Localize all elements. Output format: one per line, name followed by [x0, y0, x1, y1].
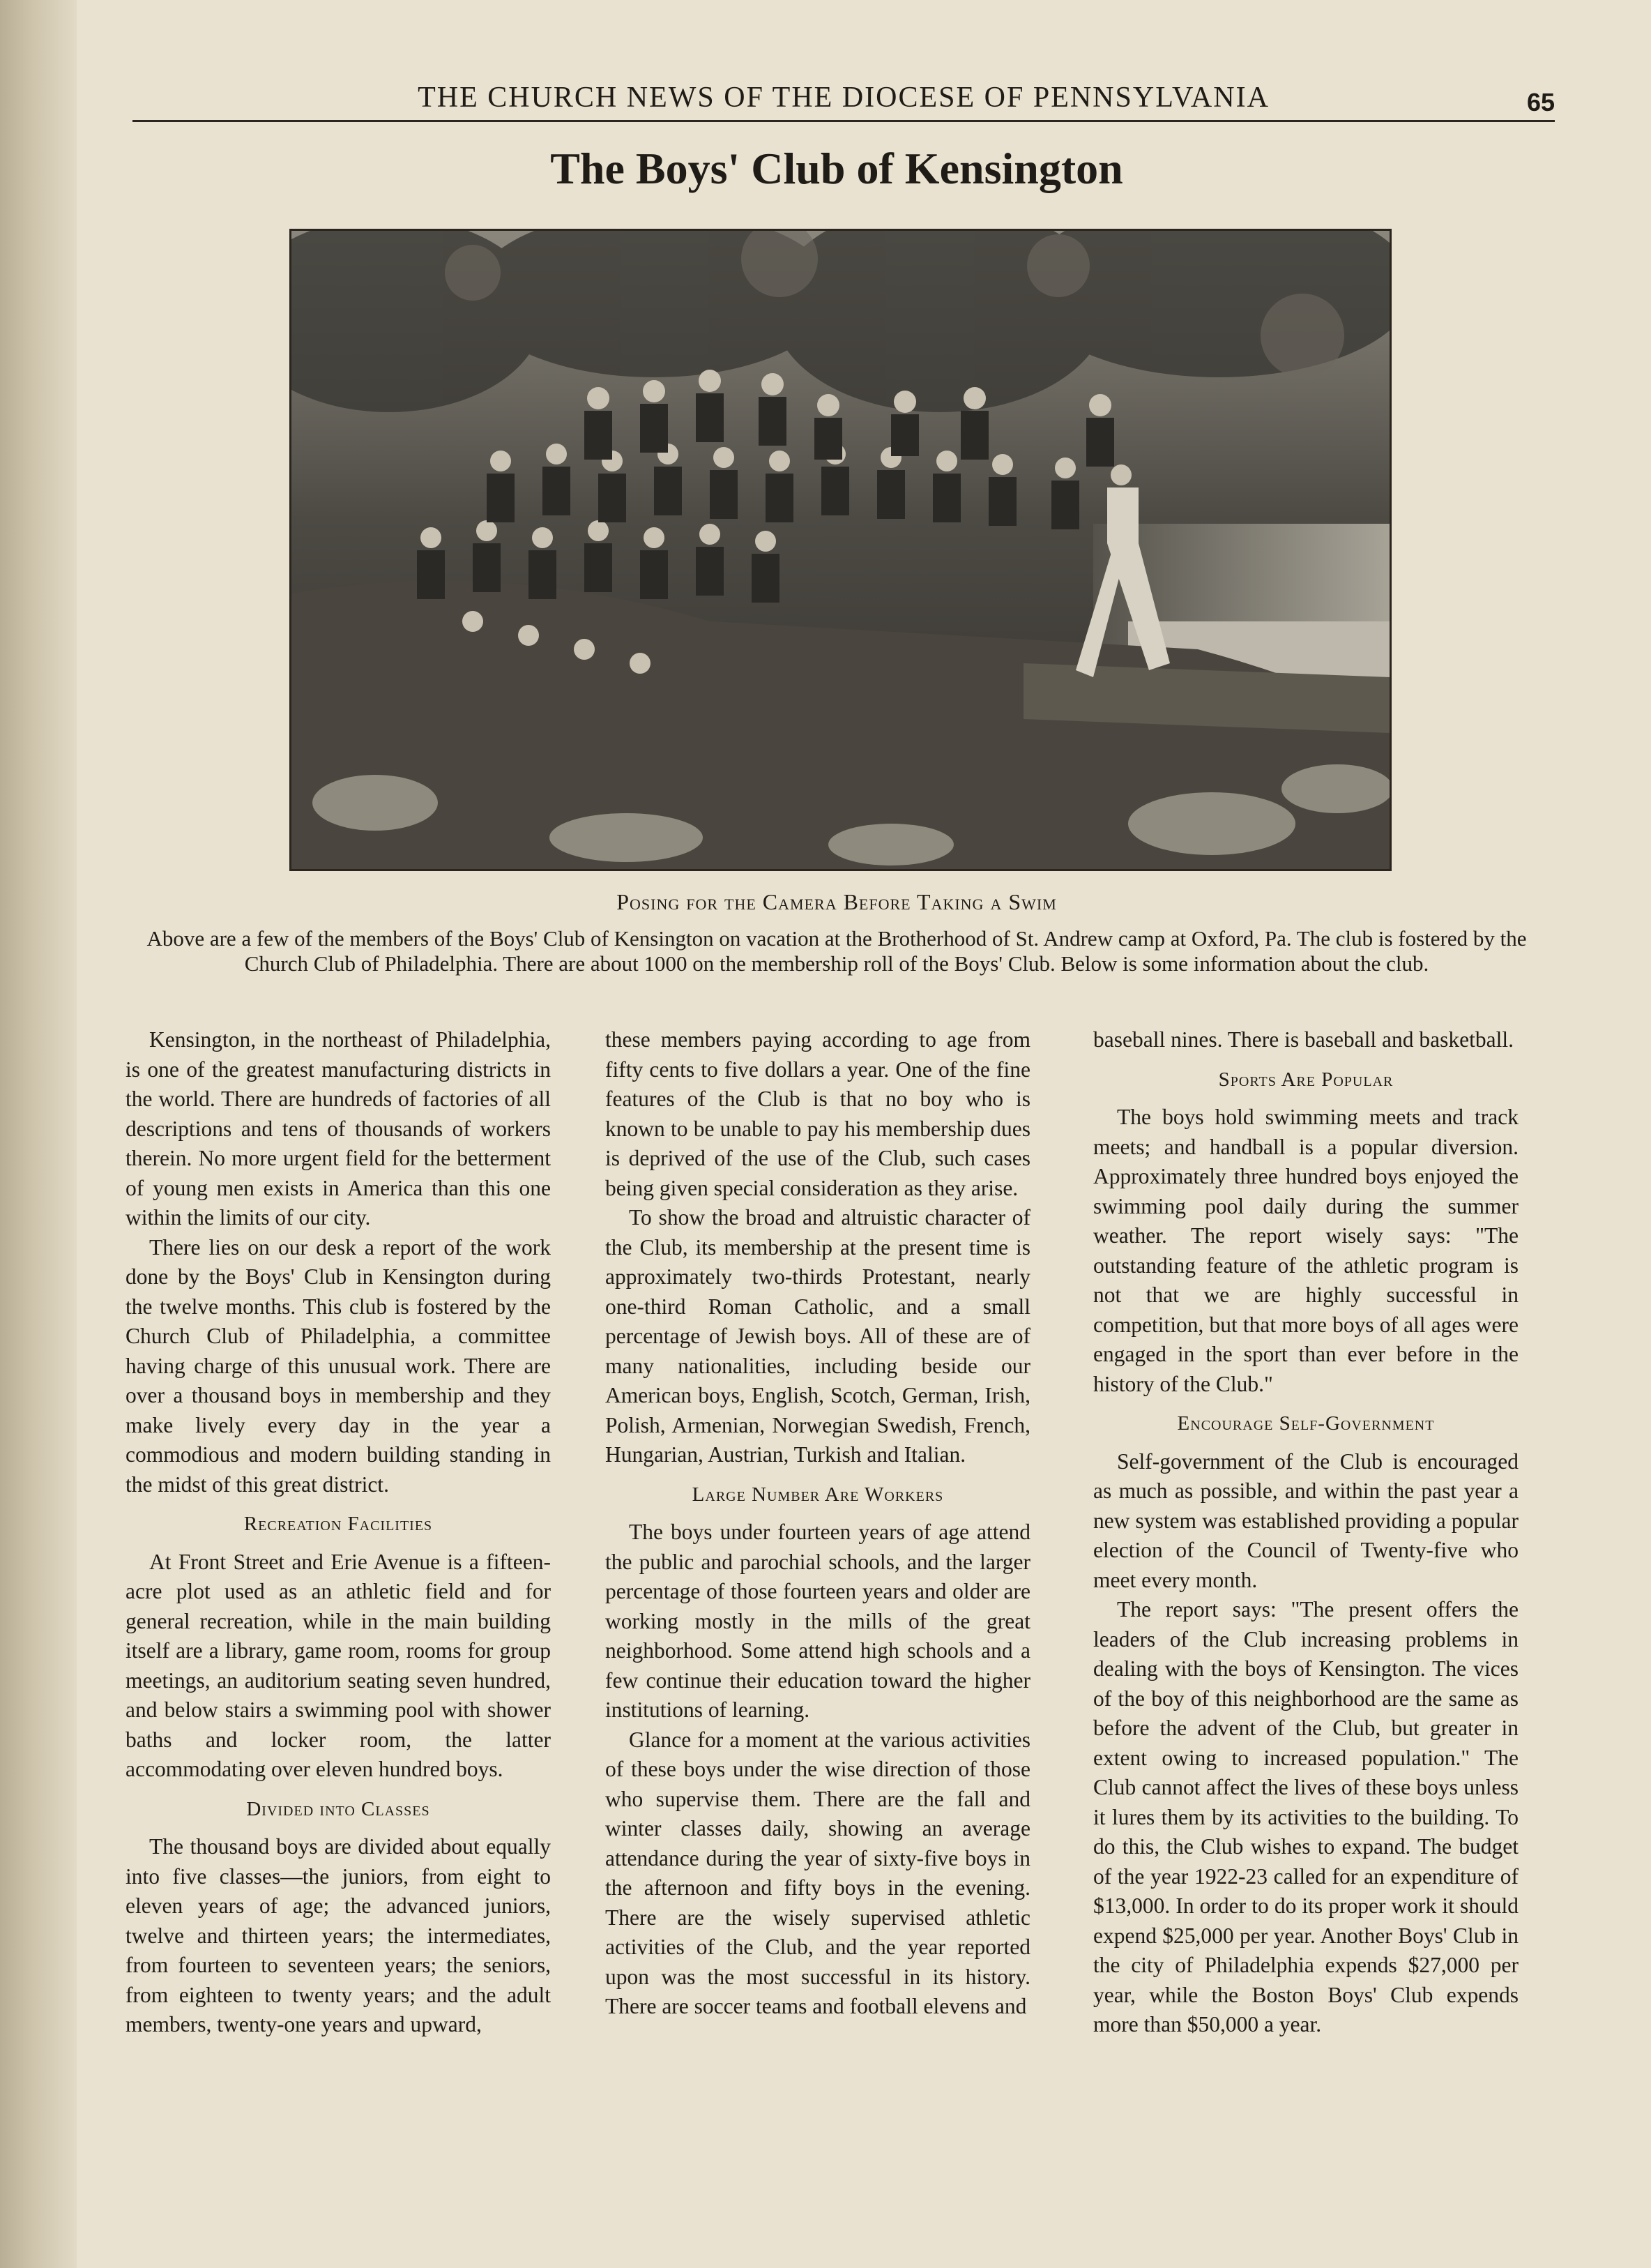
running-header [132, 78, 1555, 122]
page [77, 0, 1651, 2268]
paragraph: The boys under fourteen years of age attend the public and parochial schools, and the larger percentage of those fourteen years and older are working mostly in the mills of the great neighborhood. Some attend high schools and a few continue their education toward the higher institutions of learning. [605, 1520, 1030, 1722]
section-heading: Recreation Facilities [243, 1513, 433, 1535]
paragraph: At Front Street and Erie Avenue is a fifteen-acre plot used as an athletic field and for general recreation, while in the main building itself are a library, game room, rooms for group meetings, an auditorium seating seven hundred, and below stairs a swimming pool with shower baths and locker room, the latter accommodating over eleven hundred boys. [125, 1549, 551, 1781]
paragraph: Self-government of the Club is encouraged as much as possible, and within the past year a new system was established providing a popular election of the Council of Twenty-five who meet every month. [1093, 1449, 1519, 1592]
photograph-illustration [291, 231, 1390, 869]
book-gutter-shadow [0, 0, 77, 2268]
publication-title: THE CHURCH NEWS OF THE DIOCESE OF PENNSYLVANIA [418, 82, 1270, 114]
paragraph: Kensington, in the northeast of Philadelphia, is one of the greatest manufacturing districts in the world. There are hundreds of factories of all descriptions and tens of thousands of workers therein. No more urgent field for the betterment of young men exists in America than this one within the limits of our city. [125, 1027, 551, 1230]
photo-caption-heading: Posing for the Camera Before Taking a Swim [616, 889, 1057, 914]
section-heading: Large Number Are Workers [692, 1483, 944, 1506]
column-2 [605, 1025, 1030, 2022]
paragraph: these members paying according to age from fifty cents to five dollars a year. One of the fine features of the Club is that no boy who is known to be unable to pay his membership dues is deprived of the use of the Club, such cases being given special consideration as they arise. [605, 1027, 1030, 1200]
paragraph: There lies on our desk a report of the work done by the Boys' Club in Kensington during the twelve months. This club is fostered by the Church Club of Philadelphia, a committee having charge of this unusual work. There are over a thousand boys in membership and they make lively every day in the year a commodious and modern building standing in the midst of this great district. [125, 1234, 551, 1497]
paragraph: Glance for a moment at the various activities of these boys under the wise direction of those who supervise them. There are the fall and winter classes daily, showing an average attendance during the year of sixty-five boys in the afternoon and fifty boys in the evening. There are the wisely supervised athletic activities of the Club, and the year reported upon was the most successful in its history. There are soccer teams and football elevens and [605, 1727, 1030, 2018]
column-1 [125, 1025, 551, 2040]
photo-caption-text: Above are a few of the members of the Boys' Club of Kensington on vacation at the Brotherhood of St. Andrew camp at Oxford, Pa. The club is fostered by the Church Club of Philadelphia. There are about 1000 on the membership roll of the Boys' Club. Below is some information about the club. [146, 926, 1527, 976]
section-heading: Encourage Self-Government [1177, 1412, 1435, 1435]
article-title: The Boys' Club of Kensington [550, 144, 1123, 193]
section-heading: Sports Are Popular [1218, 1068, 1394, 1091]
group-photograph [289, 229, 1392, 871]
paragraph: The thousand boys are divided about equally into five classes—the juniors, from eight to eleven years of age; the advanced juniors, twelve and thirteen years; the intermediates, from fourteen to seventeen years; the seniors, from eighteen to twenty years; and the adult members, twenty-one years and upward, [125, 1834, 551, 2036]
page-number: 65 [1526, 88, 1555, 116]
paragraph: The report says: "The present offers the leaders of the Club increasing problems in dealing with the boys of Kensington. The vices of the boy of this neighborhood are the same as before the advent of the Club, but greater in extent owing to increased population." The Club cannot affect the lives of these boys unless it lures them by its activities to the building. To do this, the Club wishes to expand. The budget of the year 1922-23 called for an expenditure of $13,000. In order to do its proper work it should expend $25,000 per year. Another Boys' Club in the city of Philadelphia expends $27,000 per year, while the Boston Boys' Club expends more than $50,000 a year. [1093, 1597, 1519, 2036]
paragraph: To show the broad and altruistic character of the Club, its membership at the present time is approximately two-thirds Protestant, nearly one-third Roman Catholic, and a small percentage of Jewish boys. All of these are of many nationalities, including beside our American boys, English, Scotch, German, Irish, Polish, Armenian, Norwegian Swedish, French, Hungarian, Austrian, Turkish and Italian. [605, 1205, 1030, 1467]
section-heading: Divided into Classes [246, 1797, 430, 1820]
paragraph: The boys hold swimming meets and track meets; and handball is a popular diversion. Approximately three hundred boys enjoyed the swimming pool daily during the summer weather. The report wisely says: "The outstanding feature of the athletic program is not that we are highly successful in competition, but that more boys of all ages were engaged in the sport than ever before in the history of the Club." [1093, 1105, 1519, 1396]
paragraph: baseball nines. There is baseball and basketball. [1093, 1027, 1514, 1052]
column-3 [1093, 1025, 1519, 2040]
